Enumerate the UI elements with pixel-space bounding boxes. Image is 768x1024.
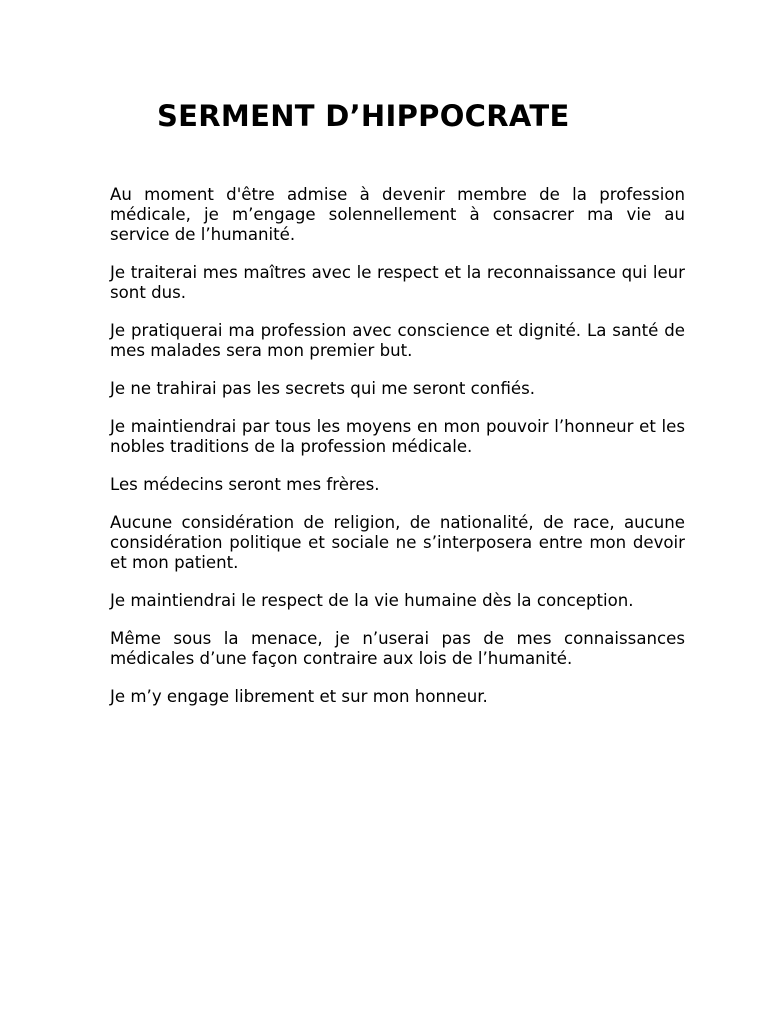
paragraph-10: Je m’y engage librement et sur mon honneur.	[110, 687, 488, 706]
paragraph-5: Je maintiendrai par tous les moyens en mon pouvoir l’honneur et les nobles traditions de la profession médicale.	[110, 417, 685, 456]
paragraph-8: Je maintiendrai le respect de la vie humaine dès la conception.	[110, 591, 634, 610]
document-title: SERMENT D’HIPPOCRATE	[157, 99, 570, 133]
paragraph-2: Je traiterai mes maîtres avec le respect et la reconnaissance qui leur sont dus.	[110, 263, 685, 302]
paragraph-1: Au moment d'être admise à devenir membre de la profession médicale, je m’engage solennellement à consacrer ma vie au service de l’humanité.	[110, 185, 685, 244]
paragraph-9: Même sous la menace, je n’userai pas de mes connaissances médicales d’une façon contraire aux lois de l’humanité.	[110, 629, 685, 668]
paragraph-3: Je pratiquerai ma profession avec conscience et dignité. La santé de mes malades sera mon premier but.	[110, 321, 685, 360]
document-body	[110, 185, 685, 725]
paragraph-7: Aucune considération de religion, de nationalité, de race, aucune considération politique et sociale ne s’interposera entre mon devoir et mon patient.	[110, 513, 685, 572]
paragraph-4: Je ne trahirai pas les secrets qui me seront confiés.	[110, 379, 536, 398]
paragraph-6: Les médecins seront mes frères.	[110, 475, 380, 494]
